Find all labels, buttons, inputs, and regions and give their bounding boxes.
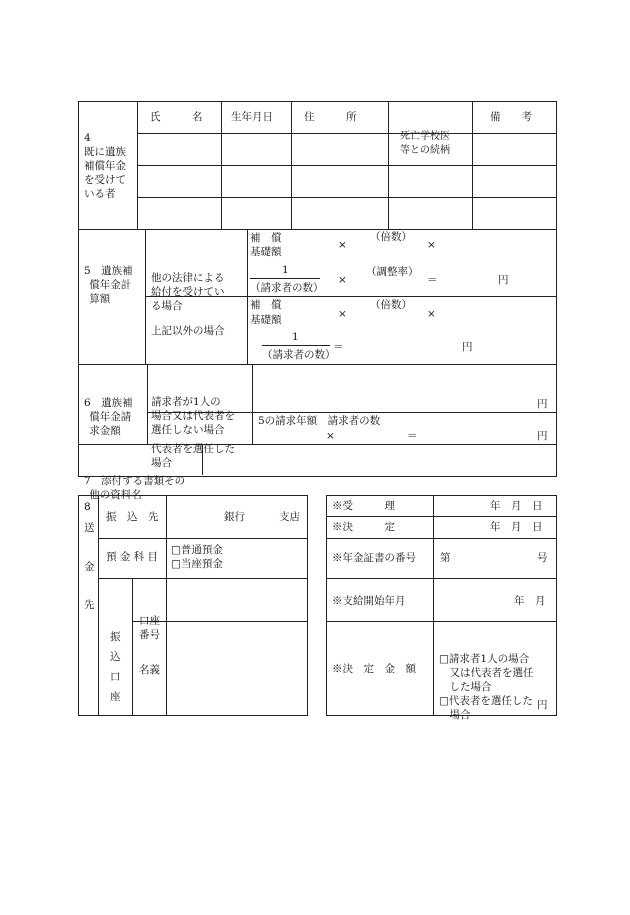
kettei-label: ※決 定: [332, 521, 395, 533]
formula2-times: ×: [338, 308, 347, 320]
header-remarks: 備 考: [490, 111, 532, 123]
meigi-label: 名義: [139, 664, 160, 676]
divider: [98, 578, 307, 579]
juri-date: 年 月 日: [490, 500, 543, 512]
formula1-one: 1: [282, 264, 289, 276]
juri-label: ※受 理: [332, 500, 395, 512]
formula2-kiso: 基礎額: [250, 314, 282, 326]
header-birthdate: 生年月日: [231, 111, 273, 123]
bank-label: 銀行: [224, 511, 245, 523]
divider: [98, 495, 99, 715]
sec8-number: 8: [84, 501, 91, 513]
formula2-yen: 円: [462, 341, 473, 353]
sec5-case-other: 上記以外の場合: [151, 325, 225, 337]
divider: [78, 364, 556, 365]
divider: [78, 229, 556, 230]
sec5-case-other-law: 他の法律による 給付を受けてい る場合: [151, 272, 225, 312]
sec6-formula: 5の請求年額 請求者の数: [258, 415, 381, 427]
divider: [166, 495, 167, 715]
sec5-label: 5 遺族補 償年金計 算額: [84, 265, 133, 305]
formula1-times: ×: [338, 239, 347, 251]
header-name: 氏 名: [150, 111, 203, 123]
shikyu-label: ※支給開始年月: [332, 595, 406, 607]
shosho-dai: 第: [440, 552, 451, 564]
formula1-kiso: 基礎額: [250, 246, 282, 258]
formula2-hosho: 補 償: [250, 299, 282, 311]
sec6-equals: ＝: [407, 430, 418, 442]
fraction-bar: [262, 345, 330, 346]
sec8-char: 金: [84, 561, 95, 573]
furikomi-koza-label: 振 込 口 座: [110, 631, 121, 703]
formula1-bairitsu: （倍数）: [370, 231, 412, 243]
koza-bango-label: 口座 番号: [139, 615, 160, 641]
shikyu-ym: 年 月: [514, 595, 546, 607]
divider: [132, 578, 133, 715]
sec8-char: 送: [84, 522, 95, 534]
kingaku-options: □請求者1人の場合 又は代表者を選任 した場合 □代表者を選任した 場合: [439, 653, 534, 721]
formula1-claimants: （請求者の数）: [250, 282, 324, 294]
formula2-bairitsu: （倍数）: [370, 299, 412, 311]
sec6-yen-1: 円: [537, 398, 548, 410]
sec6-case-representative: 代表者を選任した 場合: [151, 443, 235, 469]
divider: [98, 538, 307, 539]
divider: [137, 133, 556, 134]
shosho-go: 号: [537, 552, 548, 564]
futsu-checkbox[interactable]: □普通預金: [171, 544, 223, 556]
divider: [78, 444, 556, 445]
header-relation: 死亡学校医 等との続柄: [400, 131, 450, 156]
branch-label: 支店: [279, 511, 300, 523]
yokin-kamoku-label: 預 金 科 目: [106, 551, 159, 563]
formula1-chosei: （調整率）: [366, 266, 419, 278]
divider: [326, 516, 556, 517]
divider: [137, 165, 556, 166]
formula2-times: ×: [427, 308, 436, 320]
toza-checkbox[interactable]: □当座預金: [171, 558, 223, 570]
divider: [326, 621, 556, 622]
sec6-case-single: 請求者が1人の 場合又は代表者を 選任しない場合: [151, 396, 235, 436]
furikomisaki-label: 振 込 先: [106, 511, 159, 523]
formula2-one: 1: [292, 331, 299, 343]
formula1-hosho: 補 償: [250, 232, 282, 244]
divider: [137, 197, 556, 198]
divider: [252, 364, 253, 444]
kingaku-yen: 円: [537, 699, 548, 711]
sec8-char: 先: [84, 599, 95, 611]
divider: [147, 364, 148, 444]
formula1-yen: 円: [498, 274, 509, 286]
formula2-claimants: （請求者の数）: [262, 349, 336, 361]
shosho-label: ※年金証書の番号: [332, 552, 416, 564]
formula1-equals: ＝: [427, 274, 438, 286]
formula2-equals: ＝: [333, 341, 344, 353]
sec6-times: ×: [326, 430, 335, 442]
sec6-yen-2: 円: [537, 430, 548, 442]
sec6-label: 6 遺族補 償年金請 求金額: [84, 397, 133, 437]
divider: [326, 538, 556, 539]
formula1-times: ×: [338, 274, 347, 286]
kettei-date: 年 月 日: [490, 521, 543, 533]
sec4-label: 4 既に遺族 補償年金 を受けて いる者: [84, 132, 126, 200]
kingaku-label: ※決 定 金 額: [332, 663, 416, 675]
formula1-times: ×: [427, 239, 436, 251]
divider: [202, 444, 203, 475]
header-address: 住 所: [304, 111, 357, 123]
divider: [433, 495, 434, 715]
sec7-label: 7 添付する書類その 他の資料名: [84, 475, 186, 501]
divider: [326, 578, 556, 579]
fraction-bar: [250, 278, 320, 279]
